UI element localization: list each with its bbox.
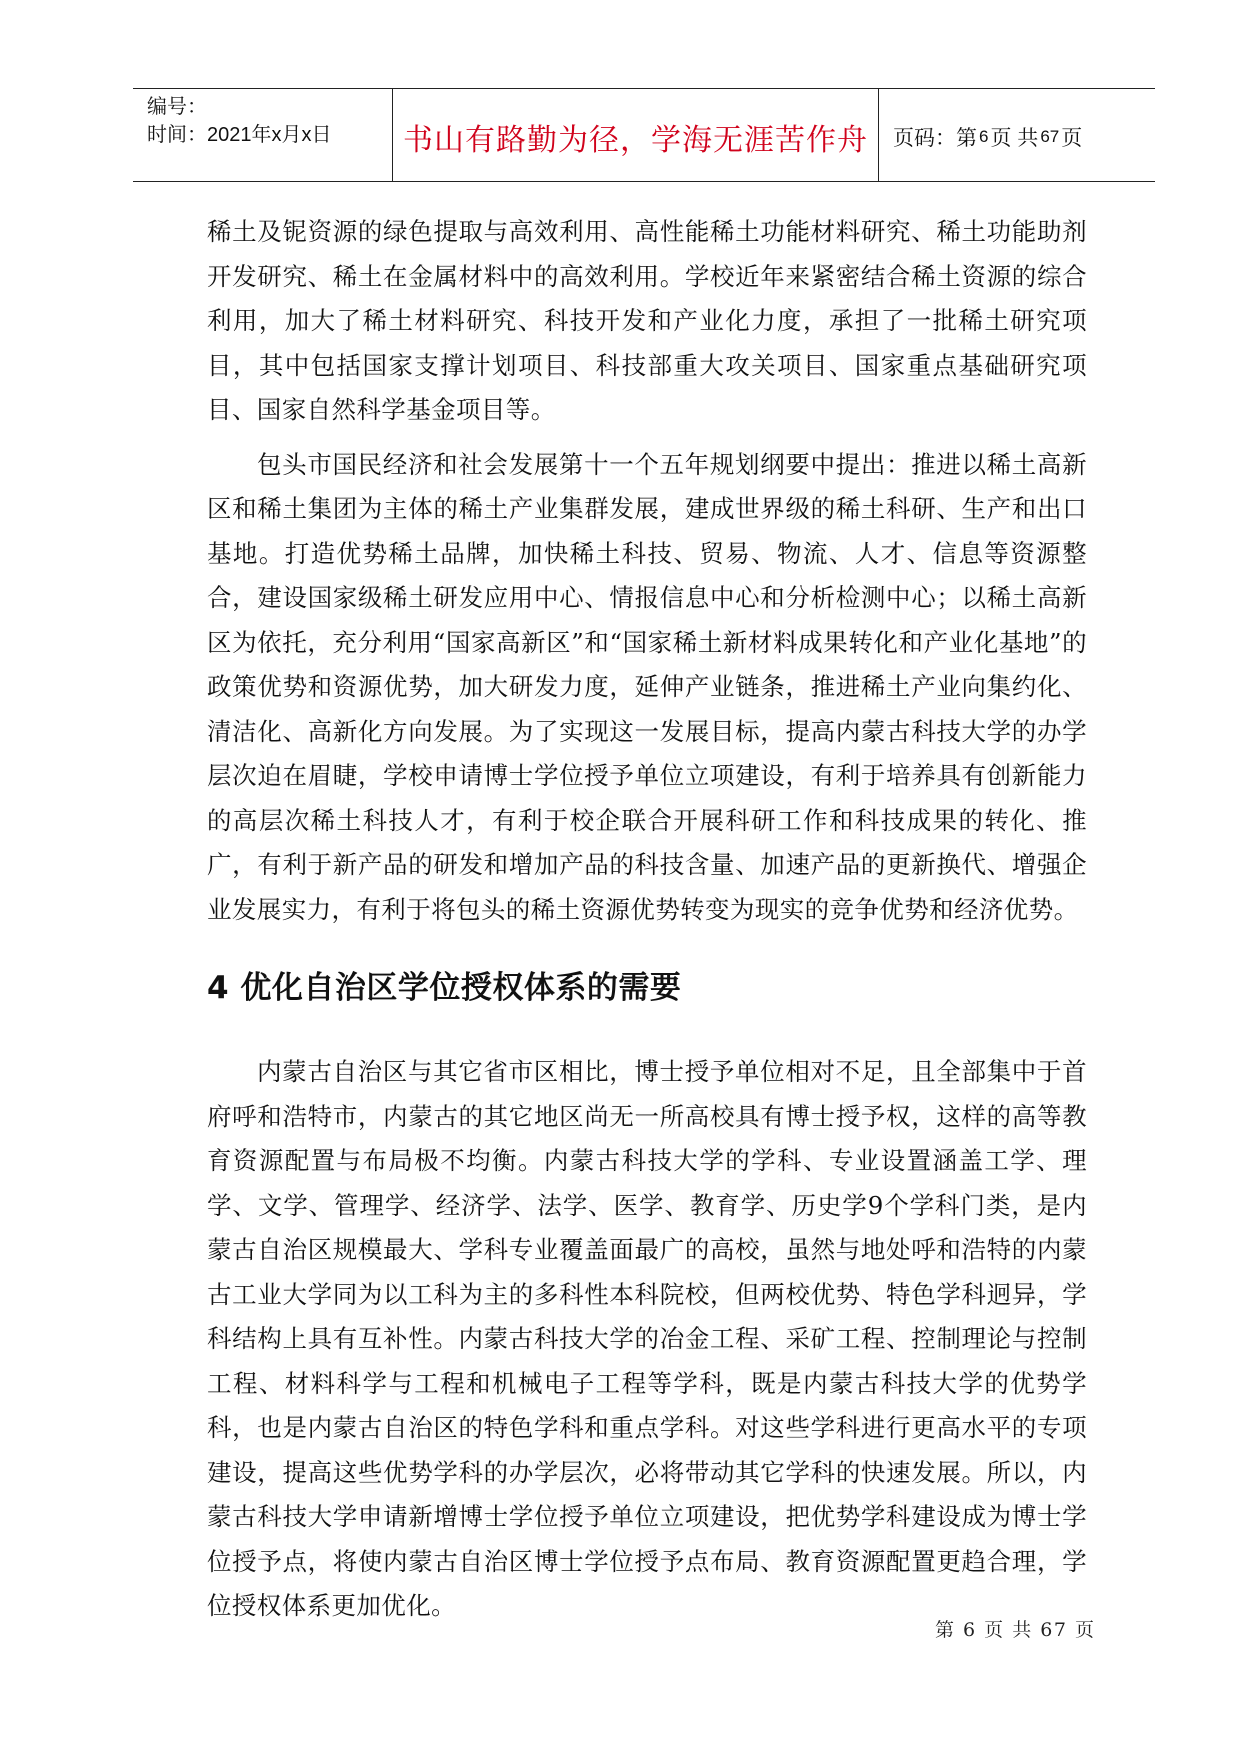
page-suffix: 页: [1061, 127, 1083, 150]
paragraph-3: 内蒙古自治区与其它省市区相比，博士授予单位相对不足，且全部集中于首府呼和浩特市，内蒙古的其它地区尚无一所高校具有博士授予权，这样的高等教育资源配置与布局极不均衡。内蒙古科技大学的学科、专业设置涵盖工学、理学、文学、管理学、经济学、法学、医学、教育学、历史学9个学科门类，是内蒙古自治区规模最大、学科专业覆盖面最广的高校，虽然与地处呼和浩特的内蒙古工业大学同为以工科为主的多科性本科院校，但两校优势、特色学科迥异，学科结构上具有互补性。内蒙古科技大学的冶金工程、采矿工程、控制理论与控制工程、材料科学与工程和机械电子工程等学科，既是内蒙古科技大学的优势学科，也是内蒙古自治区的特色学科和重点学科。对这些学科进行更高水平的专项建设，提高这些优势学科的办学层次，必将带动其它学科的快速发展。所以，内蒙古科技大学申请新增博士学位授予单位立项建设，把优势学科建设成为博士学位授予点，将使内蒙古自治区博士学位授予点布局、教育资源配置更趋合理，学位授权体系更加优化。: [207, 1057, 1087, 1620]
section-heading: 4 优化自治区学位授权体系的需要: [207, 970, 682, 1006]
document-body: [207, 210, 1087, 1629]
document-number-label: 编号：: [147, 96, 207, 118]
paragraph-2: 包头市国民经济和社会发展第十一个五年规划纲要中提出：推进以稀土高新区和稀土集团为主体的稀土产业集群发展，建成世界级的稀土科研、生产和出口基地。打造优势稀土品牌，加快稀土科技、贸易、物流、人才、信息等资源整合，建设国家级稀土研发应用中心、情报信息中心和分析检测中心；以稀土高新区为依托，充分利用“国家高新区”和“国家稀土新材料成果转化和产业化基地”的政策优势和资源优势，加大研发力度，延伸产业链条，推进稀土产业向集约化、清洁化、高新化方向发展。为了实现这一发展目标，提高内蒙古科技大学的办学层次迫在眉睫，学校申请博士学位授予单位立项建设，有利于培养具有创新能力的高层次稀土科技人才，有利于校企联合开展科研工作和科技成果的转化、推广，有利于新产品的研发和增加产品的科技含量、加速产品的更新换代、增强企业发展实力，有利于将包头的稀土资源优势转变为现实的竞争优势和经济优势。: [207, 449, 1087, 924]
page-prefix: 页码：第: [893, 127, 977, 150]
page-total-number: 67: [1040, 127, 1060, 146]
page-footer: 第 6 页 共 67 页: [935, 1619, 1096, 1641]
page-current-number: 6: [979, 127, 989, 146]
header-meta: [133, 89, 393, 181]
page-header: [133, 88, 1155, 182]
paragraph-1: 稀土及铌资源的绿色提取与高效利用、高性能稀土功能材料研究、稀土功能助剂开发研究、稀土在金属材料中的高效利用。学校近年来紧密结合稀土资源的综合利用，加大了稀土材料研究、科技开发和产业化力度，承担了一批稀土研究项目，其中包括国家支撑计划项目、科技部重大攻关项目、国家重点基础研究项目、国家自然科学基金项目等。: [207, 217, 1087, 424]
document-time: 时间：2021年x月x日: [147, 124, 332, 146]
header-motto: 书山有路勤为径，学海无涯苦作舟: [393, 89, 879, 181]
page-middle: 页 共: [990, 127, 1039, 150]
header-page-info: [879, 89, 1155, 181]
